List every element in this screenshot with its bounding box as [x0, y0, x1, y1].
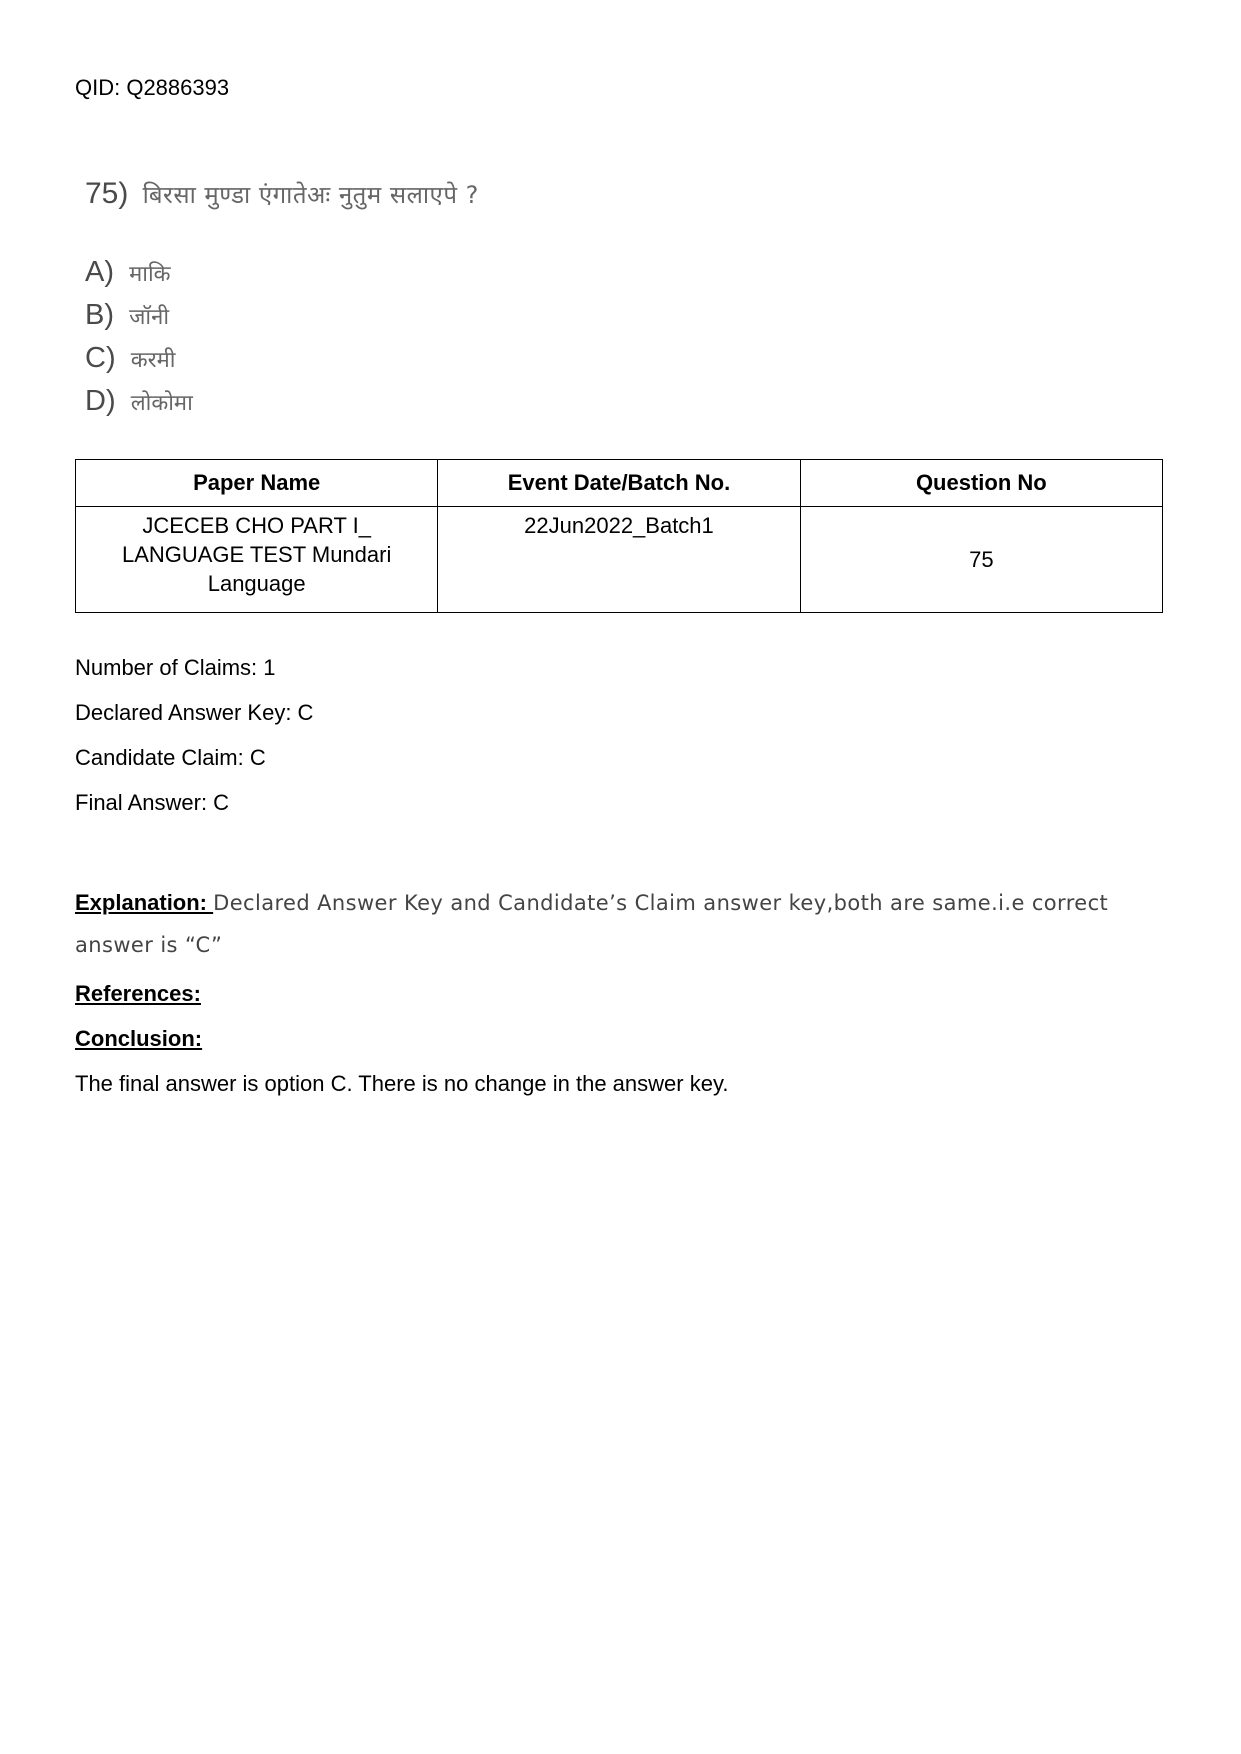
option-c: [85, 337, 479, 380]
header-event-date: Event Date/Batch No.: [438, 460, 800, 507]
header-question-no: Question No: [800, 460, 1162, 507]
explanation-text: Declared Answer Key and Candidate’s Claim answer key,both are same.i.e correct answer is “C”: [75, 891, 1109, 957]
table-row: [76, 507, 1163, 613]
references-section: [75, 980, 201, 1008]
conclusion-text: The final answer is option C. There is no change in the answer key.: [75, 1071, 729, 1096]
explanation-section: [75, 882, 1155, 966]
explanation-label: Explanation:: [75, 890, 214, 915]
option-b: [85, 294, 479, 337]
option-letter: C): [85, 342, 116, 374]
cell-question-no: 75: [800, 507, 1162, 613]
question-image: [85, 176, 479, 423]
candidate-claim: Candidate Claim: C: [75, 745, 266, 770]
question-text: बिरसा मुण्डा एंगातेअः नुतुम सलाएपे ?: [142, 181, 479, 209]
option-letter: D): [85, 385, 116, 417]
options-list: [85, 251, 479, 423]
paper-info-table: [75, 459, 1163, 613]
option-letter: B): [85, 299, 114, 331]
option-letter: A): [85, 256, 114, 288]
cell-event-date: 22Jun2022_Batch1: [438, 507, 800, 613]
option-text: जॉनी: [129, 305, 170, 330]
question-line: [85, 176, 479, 213]
number-of-claims: Number of Claims: 1: [75, 655, 276, 680]
question-number: 75): [85, 177, 129, 210]
conclusion-label: Conclusion:: [75, 1026, 203, 1051]
question-id: QID: Q2886393: [75, 75, 230, 100]
final-answer: Final Answer: C: [75, 790, 230, 815]
references-label: References:: [75, 981, 201, 1006]
claims-section: [75, 654, 313, 834]
option-text: लोकोमा: [130, 391, 193, 416]
cell-paper-name: JCECEB CHO PART I_ LANGUAGE TEST Mundari Language: [76, 507, 438, 613]
table-header-row: [76, 460, 1163, 507]
option-d: [85, 380, 479, 423]
option-text: करमी: [130, 348, 176, 373]
declared-answer-key: Declared Answer Key: C: [75, 700, 314, 725]
conclusion-section: [75, 1025, 202, 1053]
option-a: [85, 251, 479, 294]
option-text: माकि: [129, 262, 171, 287]
header-paper-name: Paper Name: [76, 460, 438, 507]
